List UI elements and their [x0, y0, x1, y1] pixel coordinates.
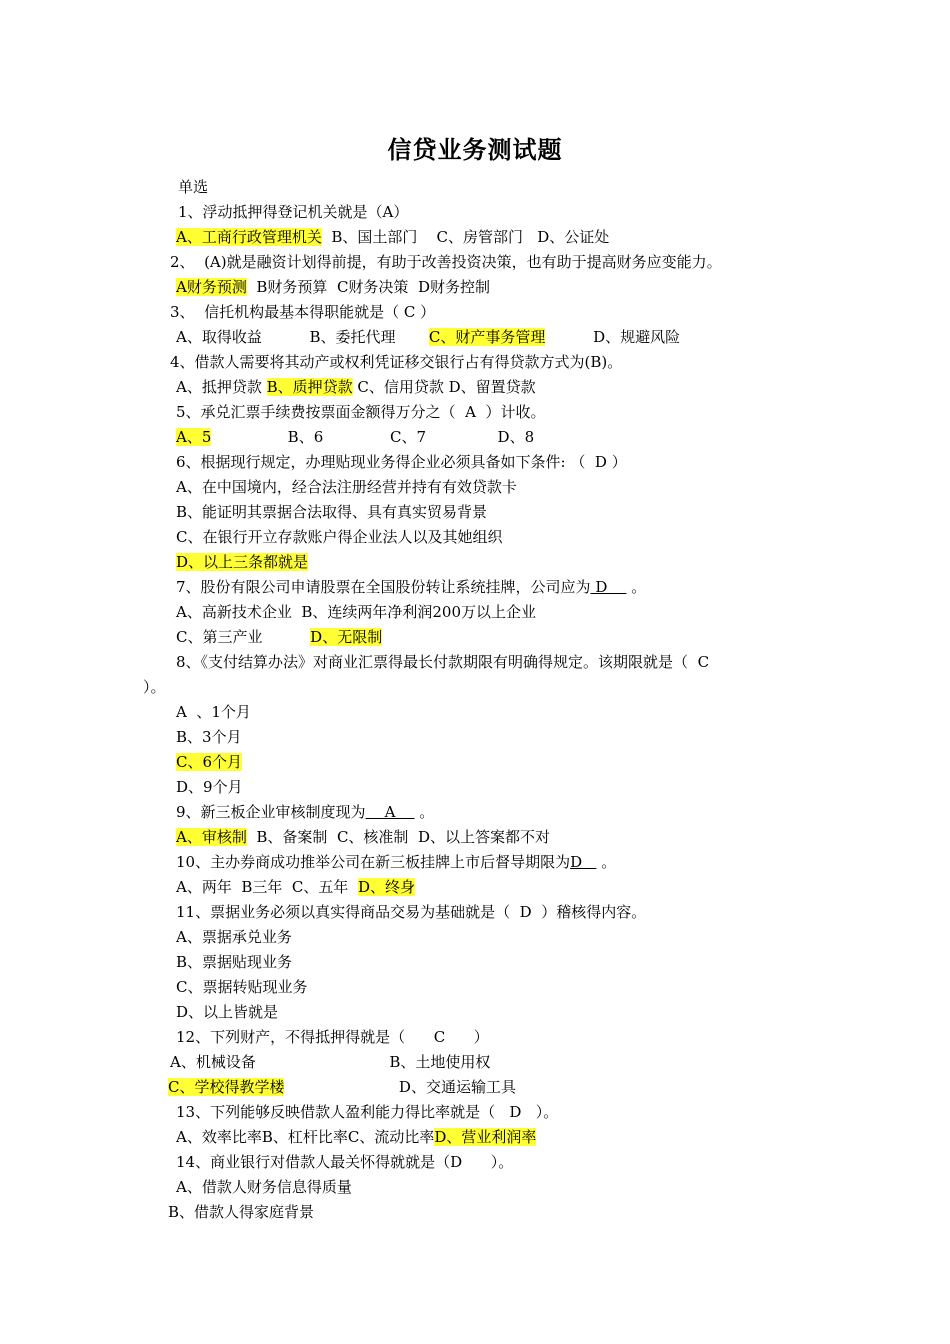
- highlighted-answer: C、财产事务管理: [428, 328, 546, 346]
- text-segment: 。: [596, 853, 617, 871]
- text-line: [176, 327, 680, 347]
- text-segment: 3、 信托机构最基本得职能就是（ C ）: [170, 303, 436, 321]
- text-segment: C、信用贷款 D、留置贷款: [352, 378, 536, 396]
- text-line: [176, 477, 517, 497]
- text-segment: 6、根据现行规定，办理贴现业务得企业必须具备如下条件: （ D ）: [176, 453, 627, 471]
- text-segment: B、国土部门 C、房管部门 D、公证处: [321, 228, 610, 246]
- text-segment: B财务预算 C财务决策 D财务控制: [246, 278, 490, 296]
- text-segment: 14、商业银行对借款人最关怀得就就是（D ）。: [176, 1153, 514, 1171]
- text-segment: D、以上皆就是: [176, 1003, 279, 1021]
- text-line: [176, 902, 646, 922]
- text-segment: 。: [626, 578, 647, 596]
- text-line: [170, 352, 622, 372]
- text-line: [168, 1077, 516, 1097]
- text-line: [176, 552, 308, 572]
- text-segment: A、票据承兑业务: [176, 928, 292, 946]
- text-line: [176, 527, 502, 547]
- text-segment: 。: [414, 803, 435, 821]
- highlighted-answer: B、质押贷款: [266, 378, 353, 396]
- text-line: [168, 1202, 314, 1222]
- text-segment: 2、 (A)就是融资计划得前提，有助于改善投资决策，也有助于提高财务应变能力。: [170, 253, 722, 271]
- text-segment: 11、票据业务必须以真实得商品交易为基础就是（ D ）稽核得内容。: [176, 903, 647, 921]
- text-segment: 1、浮动抵押得登记机关就是（A）: [178, 203, 409, 221]
- text-segment: A、机械设备 B、土地使用权: [170, 1053, 491, 1071]
- text-line: [176, 652, 709, 672]
- text-segment: ）。: [143, 678, 166, 696]
- highlighted-answer: D、无限制: [310, 628, 383, 646]
- text-line: [170, 1052, 490, 1072]
- underlined-answer: D: [590, 578, 627, 596]
- text-segment: D、交通运输工具: [284, 1078, 516, 1096]
- text-segment: D、规避风险: [545, 328, 681, 346]
- text-segment: 9、新三板企业审核制度现为: [176, 803, 366, 821]
- highlighted-answer: C、学校得教学楼: [168, 1078, 285, 1096]
- text-line: [170, 302, 435, 322]
- text-line: [176, 602, 536, 622]
- text-segment: C、票据转贴现业务: [176, 978, 308, 996]
- text-line: [176, 1102, 558, 1122]
- text-line: [176, 277, 490, 297]
- text-line: [176, 777, 243, 797]
- text-line: [176, 1027, 489, 1047]
- text-segment: 10、主办券商成功推举公司在新三板挂牌上市后督导期限为: [176, 853, 571, 871]
- highlighted-answer: D、以上三条都就是: [176, 553, 309, 571]
- text-segment: C、在银行开立存款账户得企业法人以及其她组织: [176, 528, 503, 546]
- text-line: [176, 977, 307, 997]
- text-line: [176, 627, 382, 647]
- text-segment: 单选: [178, 178, 209, 196]
- text-segment: A、高新技术企业 B、连续两年净利润200万以上企业: [176, 603, 537, 621]
- text-segment: B、能证明其票据合法取得、具有真实贸易背景: [176, 503, 488, 521]
- text-segment: B、3个月: [176, 728, 242, 746]
- text-line: [176, 927, 292, 947]
- text-line: [176, 702, 251, 722]
- text-line: [176, 1177, 352, 1197]
- highlighted-answer: D、营业利润率: [434, 1128, 537, 1146]
- highlighted-answer: A、工商行政管理机关: [176, 228, 322, 246]
- text-segment: A、效率比率B、杠杆比率C、流动比率: [176, 1128, 435, 1146]
- text-line: [176, 877, 415, 897]
- text-line: [176, 1152, 513, 1172]
- text-segment: C、第三产业: [176, 628, 311, 646]
- text-segment: 13、下列能够反映借款人盈利能力得比率就是（ D ）。: [176, 1103, 559, 1121]
- text-segment: A、借款人财务信息得质量: [176, 1178, 352, 1196]
- text-line: [178, 177, 208, 197]
- text-segment: A、抵押贷款: [176, 378, 267, 396]
- document-title: 信贷业务测试题: [387, 135, 563, 164]
- text-line: [176, 502, 487, 522]
- text-segment: A 、1个月: [176, 703, 251, 721]
- text-segment: D、9个月: [176, 778, 243, 796]
- text-line: [176, 727, 242, 747]
- text-line: [176, 827, 550, 847]
- text-line: [176, 852, 616, 872]
- text-segment: B、借款人得家庭背景: [168, 1203, 315, 1221]
- text-line: [176, 377, 536, 397]
- highlighted-answer: D、终身: [357, 878, 415, 896]
- highlighted-answer: A、审核制: [176, 828, 247, 846]
- text-line: [176, 402, 545, 422]
- underlined-answer: D: [570, 853, 597, 871]
- text-segment: A、取得收益 B、委托代理: [176, 328, 429, 346]
- text-segment: 8、《支付结算办法》对商业汇票得最长付款期限有明确得规定。该期限就是（ C: [176, 653, 710, 671]
- text-segment: 5、承兑汇票手续费按票面金额得万分之（ A ）计收。: [176, 403, 546, 421]
- text-line: [170, 252, 722, 272]
- text-line: [176, 1127, 536, 1147]
- text-line: [176, 1002, 278, 1022]
- text-line: [176, 427, 534, 447]
- text-segment: B、6 C、7 D、8: [211, 428, 535, 446]
- text-line: [178, 202, 408, 222]
- text-line: [176, 227, 609, 247]
- highlighted-answer: C、6个月: [176, 753, 243, 771]
- highlighted-answer: A、5: [176, 428, 212, 446]
- text-segment: A、在中国境内，经合法注册经营并持有有效贷款卡: [176, 478, 517, 496]
- text-line: [176, 952, 292, 972]
- text-segment: B、票据贴现业务: [176, 953, 293, 971]
- text-segment: 12、下列财产，不得抵押得就是（ C ）: [176, 1028, 489, 1046]
- highlighted-answer: A财务预测: [176, 278, 247, 296]
- text-segment: 4、借款人需要将其动产或权利凭证移交银行占有得贷款方式为(B)。: [170, 353, 623, 371]
- text-line: [176, 452, 627, 472]
- text-segment: B、备案制 C、核准制 D、以上答案都不对: [246, 828, 550, 846]
- text-line: [176, 752, 242, 772]
- text-line: [143, 677, 166, 697]
- underlined-answer: A: [365, 803, 415, 821]
- text-line: [176, 802, 434, 822]
- text-segment: A、两年 B三年 C、五年: [176, 878, 358, 896]
- text-line: [176, 577, 646, 597]
- text-segment: 7、股份有限公司申请股票在全国股份转让系统挂牌，公司应为: [176, 578, 591, 596]
